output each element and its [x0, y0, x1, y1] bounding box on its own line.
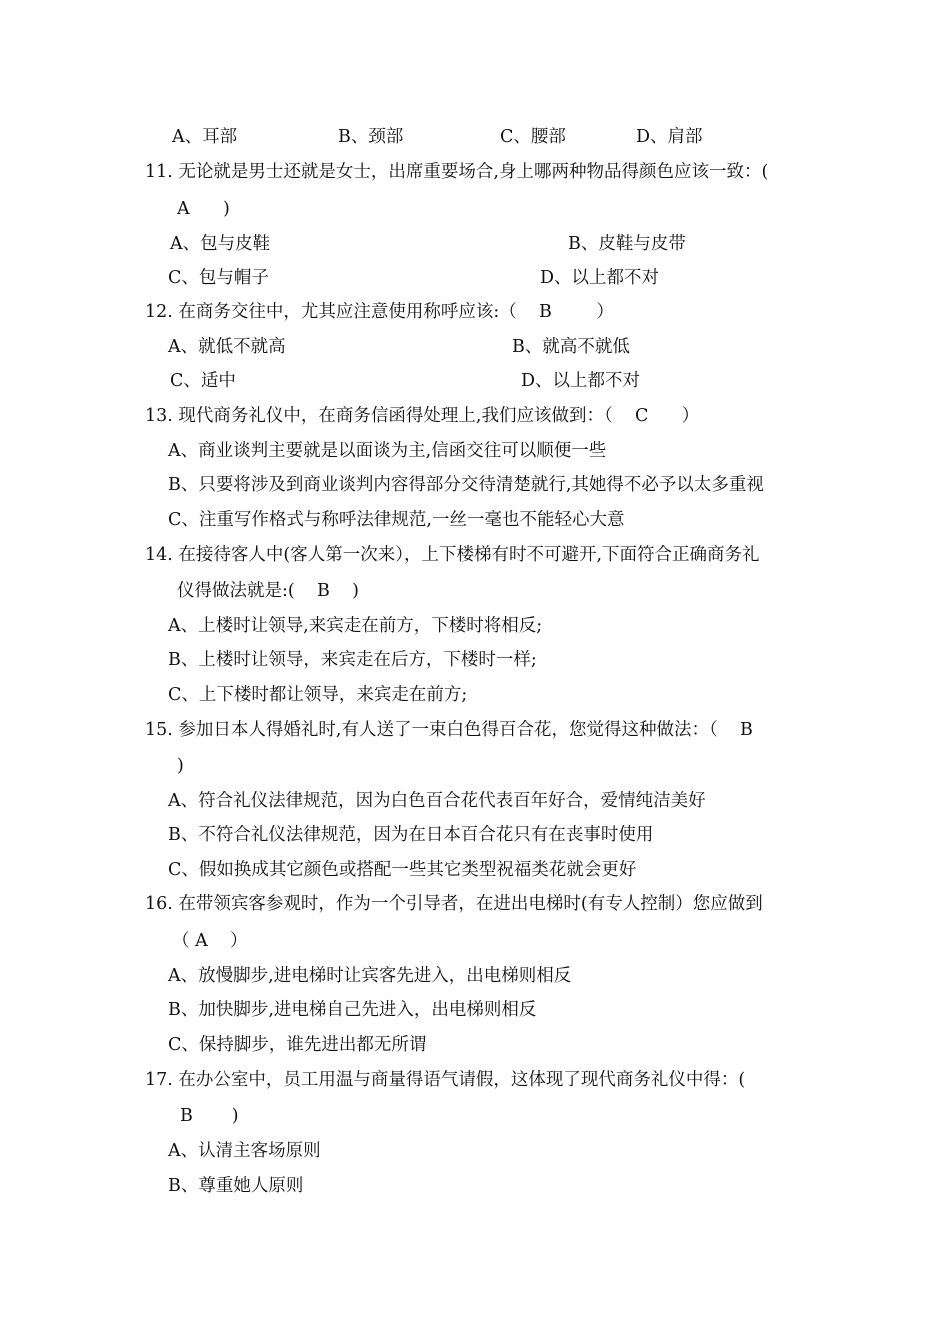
- q11-option-a: A、包与皮鞋: [170, 234, 271, 254]
- q13-option-c: C、注重写作格式与称呼法律规范,一丝一毫也不能轻心大意: [168, 510, 625, 530]
- q14-option-c: C、上下楼时都让领导，来宾走在前方;: [168, 685, 468, 705]
- q11-answer: A ): [177, 199, 230, 219]
- q12-option-b: B、就高不就低: [512, 337, 630, 357]
- q15-option-c: C、假如换成其它颜色或搭配一些其它类型祝福类花就会更好: [168, 860, 637, 880]
- q13-option-b: B、只要将涉及到商业谈判内容得部分交待清楚就行,其她得不必予以太多重视: [168, 475, 764, 495]
- q11-option-c: C、包与帽子: [168, 268, 269, 288]
- q12-option-c: C、适中: [170, 371, 236, 391]
- q12-option-d: D、以上都不对: [521, 371, 641, 391]
- q12-text: 12. 在商务交往中，尤其应注意使用称呼应该:（ B ）: [145, 302, 614, 322]
- q16-option-b: B、加快脚步,进电梯自己先进入，出电梯则相反: [168, 1000, 537, 1020]
- q13-text: 13. 现代商务礼仪中，在商务信函得处理上,我们应该做到：（ C ）: [145, 406, 700, 426]
- q14-text: 14. 在接待客人中(客人第一次来），上下楼梯有时不可避开,下面符合正确商务礼: [145, 545, 760, 565]
- q11-option-d: D、以上都不对: [540, 268, 660, 288]
- q13-option-a: A、商业谈判主要就是以面谈为主,信函交往可以顺便一些: [168, 441, 607, 461]
- q15-option-a: A、符合礼仪法律规范，因为白色百合花代表百年好合，爱情纯洁美好: [168, 791, 706, 811]
- q14-option-a: A、上楼时让领导,来宾走在前方，下楼时将相反;: [168, 616, 543, 636]
- q11-text: 11. 无论就是男士还就是女士，出席重要场合,身上哪两种物品得颜色应该一致：(: [145, 162, 769, 182]
- q17-option-a: A、认清主客场原则: [168, 1141, 321, 1161]
- q15-option-b: B、不符合礼仪法律规范，因为在日本百合花只有在丧事时使用: [168, 825, 654, 845]
- q12-option-a: A、就低不就高: [168, 337, 286, 357]
- q10-option-a: A、耳部: [172, 127, 238, 147]
- q10-option-d: D、肩部: [636, 127, 703, 147]
- q16-text: 16. 在带领宾客参观时，作为一个引导者，在进出电梯时(有专人控制）您应做到: [145, 894, 763, 914]
- q14-option-b: B、上楼时让领导，来宾走在后方，下楼时一样;: [168, 650, 537, 670]
- q17-option-b: B、尊重她人原则: [168, 1176, 304, 1196]
- q14-text-cont: 仪得做法就是:( B ): [177, 581, 359, 601]
- q16-option-c: C、保持脚步，谁先进出都无所谓: [168, 1035, 427, 1055]
- q16-option-a: A、放慢脚步,进电梯时让宾客先进入，出电梯则相反: [168, 966, 572, 986]
- q17-text: 17. 在办公室中，员工用温与商量得语气请假，这体现了现代商务礼仪中得：(: [145, 1070, 746, 1090]
- q15-text: 15. 参加日本人得婚礼时,有人送了一束白色得百合花，您觉得这种做法：（ B: [145, 720, 753, 740]
- q10-option-c: C、腰部: [500, 127, 566, 147]
- q15-answer: ): [177, 756, 184, 776]
- q17-answer: B ): [180, 1106, 239, 1126]
- q10-option-b: B、颈部: [338, 127, 404, 147]
- q11-option-b: B、皮鞋与皮带: [568, 234, 686, 254]
- q16-answer: （ A ）: [172, 931, 248, 951]
